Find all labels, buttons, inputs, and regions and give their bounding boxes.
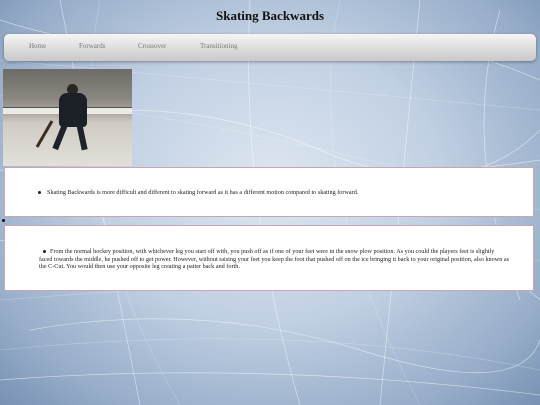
stray-bullet-icon (2, 219, 5, 222)
skater-leg-right (76, 124, 87, 151)
technique-paragraph-wrapper (39, 248, 509, 271)
intro-paragraph: Skating Backwards is more difficult and different to skating forward as it has a different motion compared to skating forward. (47, 189, 359, 196)
nav-item-home[interactable]: Home (29, 42, 47, 50)
skater-leg-left (52, 124, 67, 150)
skater-photo (3, 69, 132, 166)
nav-item-transitioning[interactable]: Transitioning (200, 42, 238, 50)
content-box-technique (4, 225, 534, 291)
content-box-intro (4, 167, 534, 217)
bullet-icon (38, 191, 41, 194)
page-title: Skating Backwards (216, 8, 324, 23)
nav-item-crossover[interactable]: Crossover (138, 42, 167, 50)
skater-body (59, 93, 87, 127)
technique-paragraph: From the normal hockey position, with whichever leg you start off with, you push off as if one of your feet were in the snow plow position. As you could the players feet is slightly faced towards the middle, he pushed off to get power. However, without raising your feet you keep the foot that pushed off on the ice bringing it back to your original position, also known as the C-Cut. You would then use your opposite leg creating a patter back and forth. (39, 248, 510, 271)
nav-item-forwards[interactable]: Forwards (79, 42, 106, 50)
nav-bar (4, 34, 536, 61)
hockey-stick (36, 120, 54, 147)
